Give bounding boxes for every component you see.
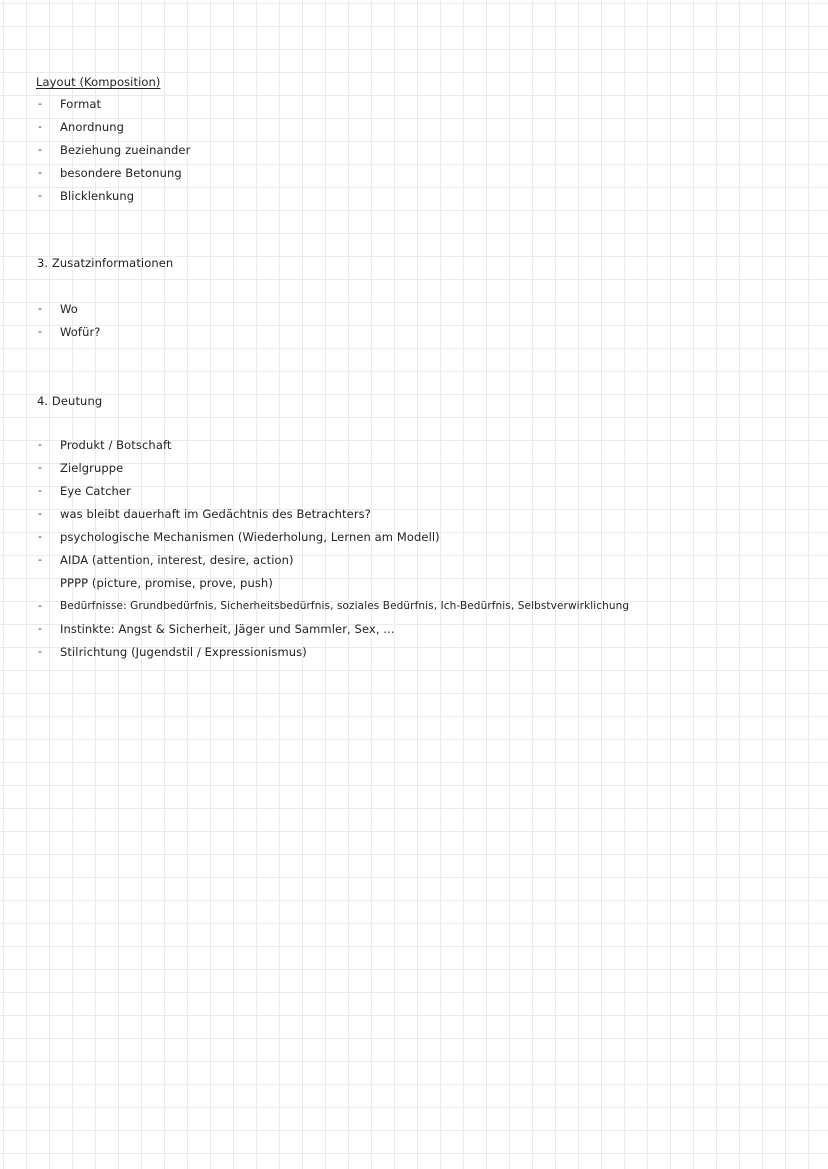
section-heading-zusatzinformationen: 3. Zusatzinformationen [37, 256, 174, 270]
list-item: Beziehung zueinander [60, 143, 191, 157]
bullet-dash: - [38, 438, 42, 451]
bullet-dash: - [38, 599, 42, 612]
list-item: PPPP (picture, promise, prove, push) [60, 576, 273, 590]
bullet-dash: - [38, 645, 42, 658]
list-item: Wo [60, 302, 78, 316]
list-item: Stilrichtung (Jugendstil / Expressionismus) [60, 645, 307, 659]
bullet-dash: - [38, 553, 42, 566]
list-item: psychologische Mechanismen (Wiederholung, Lernen am Modell) [60, 530, 440, 544]
list-item: Wofür? [60, 325, 101, 339]
list-item: Instinkte: Angst & Sicherheit, Jäger und Sammler, Sex, ... [60, 622, 395, 636]
list-item: Blicklenkung [60, 189, 135, 203]
list-item: Anordnung [60, 120, 125, 134]
bullet-dash: - [38, 120, 42, 133]
bullet-dash: - [38, 461, 42, 474]
list-item: besondere Betonung [60, 166, 182, 180]
list-item: Produkt / Botschaft [60, 438, 172, 452]
section-heading-layout: Layout (Komposition) [36, 75, 161, 89]
list-item: Bedürfnisse: Grundbedürfnis, Sicherheitsbedürfnis, soziales Bedürfnis, Ich-Bedürfnis, Selbstverwirklichung [60, 600, 630, 612]
list-item: was bleibt dauerhaft im Gedächtnis des Betrachters? [60, 507, 371, 521]
bullet-dash: - [38, 143, 42, 156]
list-item: Zielgruppe [60, 461, 124, 475]
list-item: Eye Catcher [60, 484, 131, 498]
bullet-dash: - [38, 302, 42, 315]
bullet-dash: - [38, 166, 42, 179]
bullet-dash: - [38, 484, 42, 497]
list-item: Format [60, 97, 102, 111]
bullet-dash: - [38, 97, 42, 110]
section-heading-deutung: 4. Deutung [37, 394, 103, 408]
bullet-dash: - [38, 325, 42, 338]
bullet-dash: - [38, 530, 42, 543]
bullet-dash: - [38, 507, 42, 520]
list-item: AIDA (attention, interest, desire, action) [60, 553, 294, 567]
bullet-dash: - [38, 622, 42, 635]
bullet-dash: - [38, 189, 42, 202]
